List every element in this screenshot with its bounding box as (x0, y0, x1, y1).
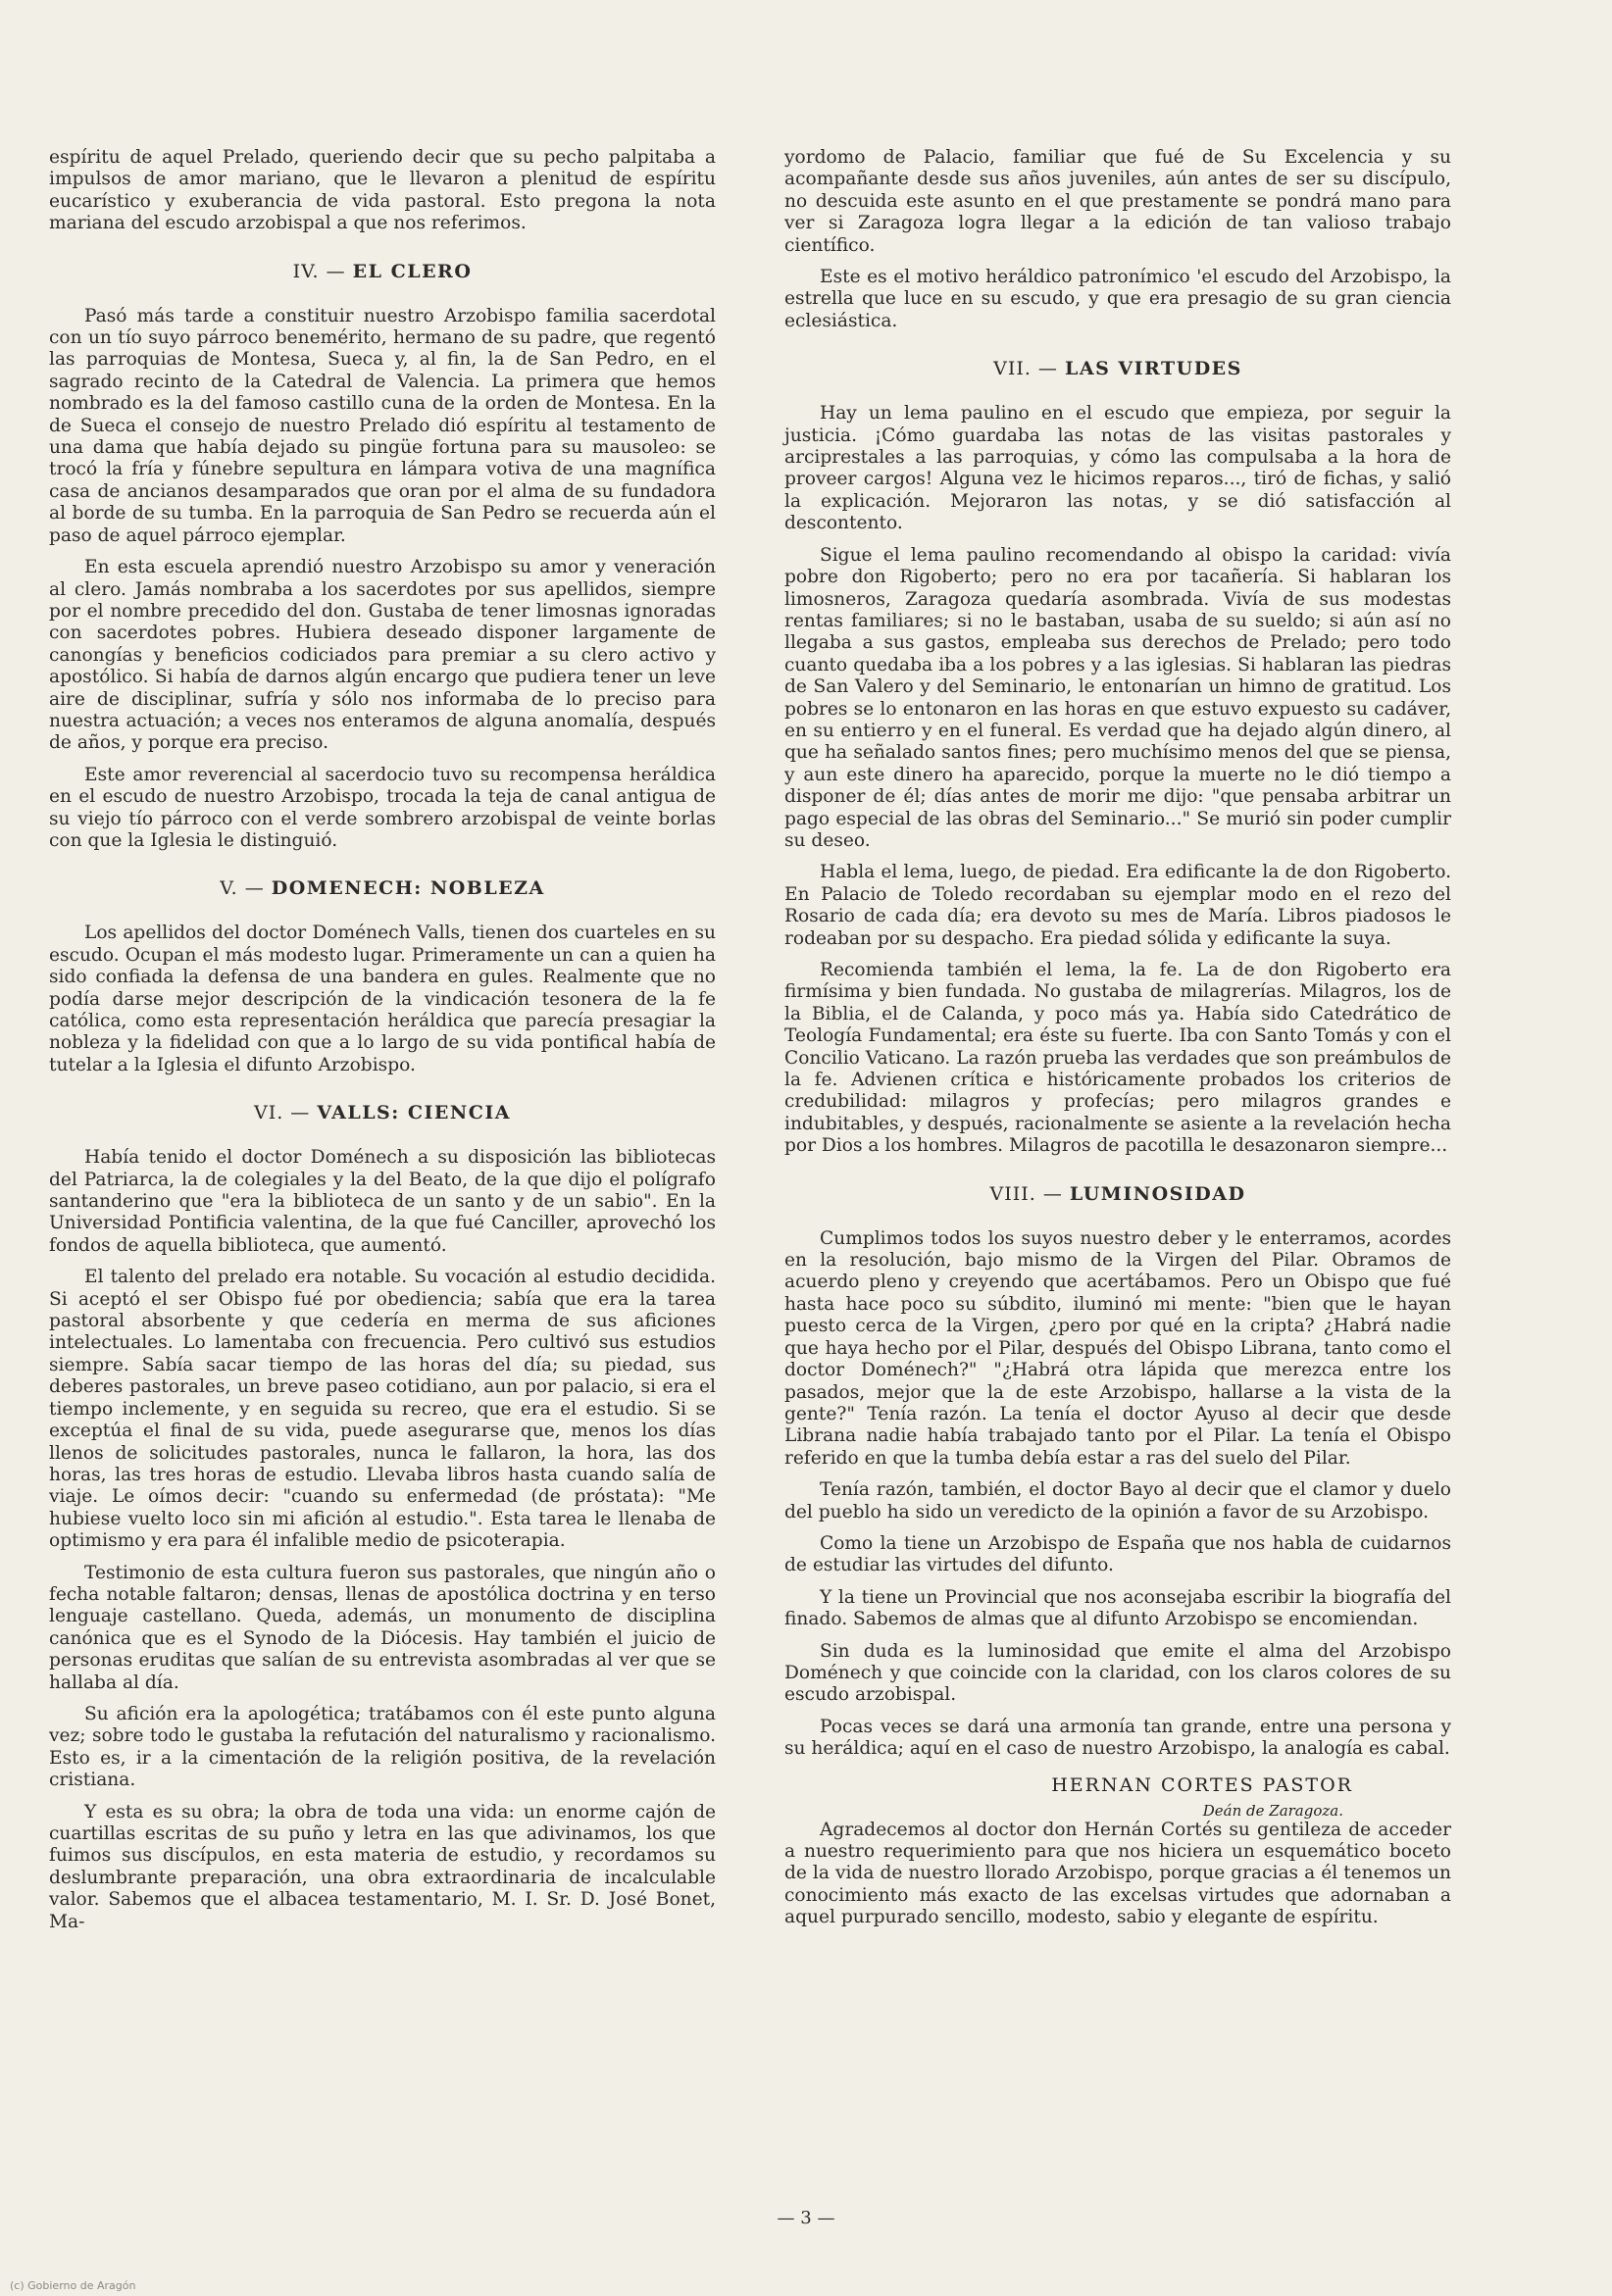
paragraph: Hay un lema paulino en el escudo que empieza, por seguir la justicia. ¡Cómo guardaba las notas de las visitas pastorales y arciprestales a las parroquias, y cómo las compulsaba a la hora de proveer cargos! Alguna vez le hicimos reparos..., tiró de fichas, y salió la explicación. Mejoraron las notas, y se dió satisfacción al descontento. (784, 403, 1451, 534)
paragraph: El talento del prelado era notable. Su vocación al estudio decidida. Si aceptó el ser Obispo fué por obediencia; sabía que era la tarea pastoral absorbente y que cedería en merma de sus aficiones intelectuales. Lo lamentaba con frecuencia. Pero cultivó sus estudios siempre. Sabía sacar tiempo de las horas del día; su piedad, sus deberes pastorales, un breve paseo cotidiano, aun por palacio, si era el tiempo inclemente, y en seguida su recreo, que era el estudio. Si se exceptúa el final de su vida, puede asegurarse que, menos los días llenos de solicitudes pastorales, nunca le fallaron, la hora, las dos horas, las tres horas de estudio. Llevaba libros hasta cuando salía de viaje. Le oímos decir: "cuando su enfermedad (de próstata): "Me hubiese vuelto loco sin mi afición al estudio.". Esta tarea le llenaba de optimismo y era para él infalible medio de psicoterapia. (49, 1267, 716, 1552)
paragraph: Este es el motivo heráldico patronímico 'el escudo del Arzobispo, la estrella que luce en su escudo, y que era presagio de su gran ciencia eclesiástica. (784, 267, 1451, 331)
section-title: DOMENECH: NOBLEZA (271, 877, 545, 900)
section-number: IV. — (292, 260, 346, 282)
paragraph: Sin duda es la luminosidad que emite el alma del Arzobispo Doménech y que coincide con la claridad, con los claros colores de su escudo arzobispal. (784, 1640, 1451, 1706)
section-heading-el-clero (49, 261, 716, 282)
paragraph: yordomo de Palacio, familiar que fué de Su Excelencia y su acompañante desde sus años juveniles, aún antes de ser su discípulo, no descuida este asunto en el que prestamente se pondrá mano para ver si Zaragoza logra llegar a la edición de tan valioso trabajo científico. (784, 147, 1451, 256)
paragraph: Como la tiene un Arzobispo de España que nos habla de cuidarnos de estudiar las virtudes del difunto. (784, 1532, 1451, 1576)
section-title: LUMINOSIDAD (1069, 1182, 1246, 1205)
section-heading-nobleza (49, 877, 716, 899)
paragraph: Tenía razón, también, el doctor Bayo al decir que el clamor y duelo del pueblo ha sido un veredicto de la opinión a favor de su Arzobispo. (784, 1479, 1451, 1522)
section-number: VI. — (253, 1102, 311, 1124)
section-number: V. — (220, 877, 265, 900)
paragraph: Habla el lema, luego, de piedad. Era edificante la de don Rigoberto. En Palacio de Toledo recordaban su ejemplar modo en el rezo del Rosario de cada día; era devoto su mes de María. Libros piadosos le rodeaban por su despacho. Era piedad sólida y edificante la suya. (784, 862, 1451, 949)
paragraph: espíritu de aquel Prelado, queriendo decir que su pecho palpitaba a impulsos de amor mariano, que le llevaron a plenitud de espíritu eucarístico y exuberancia de vida pastoral. Esto pregona la nota mariana del escudo arzobispal a que nos referimos. (49, 147, 716, 234)
paragraph: Este amor reverencial al sacerdocio tuvo su recompensa heráldica en el escudo de nuestro Arzobispo, trocada la teja de canal antigua de su viejo tío párroco con el verde sombrero arzobispal de veinte borlas con que la Iglesia le distinguió. (49, 764, 716, 851)
paragraph: Los apellidos del doctor Doménech Valls, tienen dos cuarteles en su escudo. Ocupan el más modesto lugar. Primeramente un can a quien ha sido confiada la defensa de una bandera en gules. Realmente que no podía darse mejor descripción de la vindicación tesonera de la fe católica, como esta representación heráldica que parecía presagiar la nobleza y la fidelidad con que a lo largo de su vida pontifical había de tutelar a la Iglesia el difunto Arzobispo. (49, 923, 716, 1075)
paragraph: Pasó más tarde a constituir nuestro Arzobispo familia sacerdotal con un tío suyo párroco benemérito, hermano de su padre, que regentó las parroquias de Montesa, Sueca y, al fin, la de San Pedro, en el sagrado recinto de la Catedral de Valencia. La primera que hemos nombrado es la del famoso castillo cuna de la orden de Montesa. En la de Sueca el consejo de nuestro Prelado dió espíritu al testamento de una dama que había dejado su pingüe fortuna para su mausoleo: se trocó la fría y fúnebre sepultura en lámpara votiva de una magnífica casa de ancianos desamparados que oran por el alma de su fundadora al borde de su tumba. En la parroquia de San Pedro se recuerda aún el paso de aquel párroco ejemplar. (49, 305, 716, 546)
paragraph: Recomienda también el lema, la fe. La de don Rigoberto era firmísima y bien fundada. No gustaba de milagrerías. Milagros, los de la Biblia, el de Calanda, y poco más ya. Había sido Catedrático de Teología Fundamental; era éste su fuerte. Iba con Santo Tomás y con el Concilio Vaticano. La razón prueba las verdades que son preámbulos de la fe. Advienen crítica e históricamente probados los criterios de credubilidad: milagros y profecías; pero milagros grandes e indubitables, y después, racionalmente se asiente a la revelación hecha por Dios a los hombres. Milagros de pacotilla le desazonaron siempre... (784, 960, 1451, 1157)
section-heading-virtudes (784, 358, 1451, 379)
paragraph: Había tenido el doctor Doménech a su disposición las bibliotecas del Patriarca, la de colegiales y la del Beato, de la que dijo el polígrafo santanderino que "era la biblioteca de un santo y de un sabio". En la Universidad Pontificia valentina, de la que fué Canciller, aprovechó los fondos de aquella biblioteca, que aumentó. (49, 1147, 716, 1256)
section-heading-luminosidad (784, 1183, 1451, 1205)
copyright-notice: (c) Gobierno de Aragón (10, 2279, 136, 2292)
paragraph: Su afición era la apologética; tratábamos con él este punto alguna vez; sobre todo le gustaba la refutación del naturalismo y racionalismo. Esto es, ir a la cimentación de la religión positiva, de la revelación cristiana. (49, 1703, 716, 1791)
author-role: Deán de Zaragoza. (1202, 1801, 1343, 1820)
paragraph: Pocas veces se dará una armonía tan grande, entre una persona y su heráldica; aquí en el caso de nuestro Arzobispo, la analogía es cabal. (784, 1716, 1451, 1760)
right-column (784, 147, 1451, 1939)
paragraph: Cumplimos todos los suyos nuestro deber y le enterramos, acordes en la resolución, bajo mismo de la Virgen del Pilar. Obramos de acuerdo pleno y creyendo que acertábamos. Pero un Obispo que fué hasta hace poco su súbdito, iluminó mi mente: "bien que le hayan puesto cerca de la Virgen, ¿pero por qué en la cripta? ¿Habrá nadie que haya hecho por el Pilar, después del Obispo Librana, tanto como el doctor Doménech?" "¿Habrá otra lápida que merezca entre los pasados, mejor que la de este Arzobispo, hallarse a la vista de la gente?" Tenía razón. La tenía el doctor Ayuso al decir que desde Librana nadie había trabajado tanto por el Pilar. La tenía el Obispo referido en que la tumba debía estar a ras del suelo del Pilar. (784, 1227, 1451, 1469)
section-title: VALLS: CIENCIA (317, 1102, 512, 1124)
section-number: VIII. — (989, 1182, 1063, 1205)
paragraph: Sigue el lema paulino recomendando al obispo la caridad: vivía pobre don Rigoberto; pero no era por tacañería. Si hablaran los limosneros, Zaragoza quedaría asombrada. Vivía de sus modestas rentas familiares; si no le bastaban, usaba de su sueldo; si aún así no llegaba a sus gastos, empleaba sus derechos de Prelado; pero todo cuanto quedaba iba a los pobres y a las iglesias. Si hablaran las piedras de San Valero y del Seminario, le entonarían un himno de gratitud. Los pobres se lo entonaron en las horas en que estuvo expuesto su cadáver, en su entierro y en el funeral. Es verdad que ha dejado algún dinero, al que ha señalado santos fines; pero muchísimo menos del que se piensa, y aun este dinero ha aparecido, porque la muerte no le dió tiempo a disponer de él; días antes de morir me dijo: "que pensaba arbitrar un pago especial de las obras del Seminario..." Se murió sin poder cumplir su deseo. (784, 544, 1451, 851)
paragraph: Y esta es su obra; la obra de toda una vida: un enorme cajón de cuartillas escritas de su puño y letra en las que adivinamos, los que fuimos sus discípulos, en esta materia de estudio, y recordamos su deslumbrante preparación, una obra extraordinaria de incalculable valor. Sabemos que el albacea testamentario, M. I. Sr. D. José Bonet, Ma- (49, 1801, 716, 1932)
section-number: VII. — (993, 358, 1058, 380)
page-number: — 3 — (777, 2208, 835, 2228)
editorial-note: Agradecemos al doctor don Hernán Cortés su gentileza de acceder a nuestro requerimiento para que nos hiciera un esquemático boceto de la vida de nuestro llorado Arzobispo, porque gracias a él tenemos un conocimiento más exacto de las excelsas virtudes que adornaban a aquel purpurado sencillo, modesto, sabio y elegante de espíritu. (784, 1819, 1451, 1928)
paragraph: Y la tiene un Provincial que nos aconsejaba escribir la biografía del finado. Sabemos de almas que al difunto Arzobispo se encomiendan. (784, 1586, 1451, 1630)
signature (784, 1774, 1451, 1820)
paragraph: Testimonio de esta cultura fueron sus pastorales, que ningún año o fecha notable faltaron; densas, llenas de apostólica doctrina y en terso lenguaje castellano. Queda, además, un monumento de disciplina canónica que es el Synodo de la Diócesis. Hay también el juicio de personas eruditas que salían de su entrevista asombradas al ver que se hallaba al día. (49, 1562, 716, 1693)
paragraph: En esta escuela aprendió nuestro Arzobispo su amor y veneración al clero. Jamás nombraba a los sacerdotes por sus apellidos, siempre por el nombre precedido del don. Gustaba de tener limosnas ignoradas con sacerdotes pobres. Hubiera deseado disponer largamente de canongías y beneficios codiciados para premiar a su clero activo y apostólico. Si había de darnos algún encargo que pudiera tener un leve aire de disciplinar, sufría y sólo nos informaba de lo preciso para nuestra actuación; a veces nos enteramos de alguna anomalía, después de años, y porque era preciso. (49, 557, 716, 754)
section-heading-ciencia (49, 1102, 716, 1123)
left-column (49, 147, 716, 1943)
author-name: HERNAN CORTES PASTOR (1051, 1773, 1353, 1796)
section-title: EL CLERO (352, 260, 473, 282)
section-title: LAS VIRTUDES (1064, 358, 1242, 380)
